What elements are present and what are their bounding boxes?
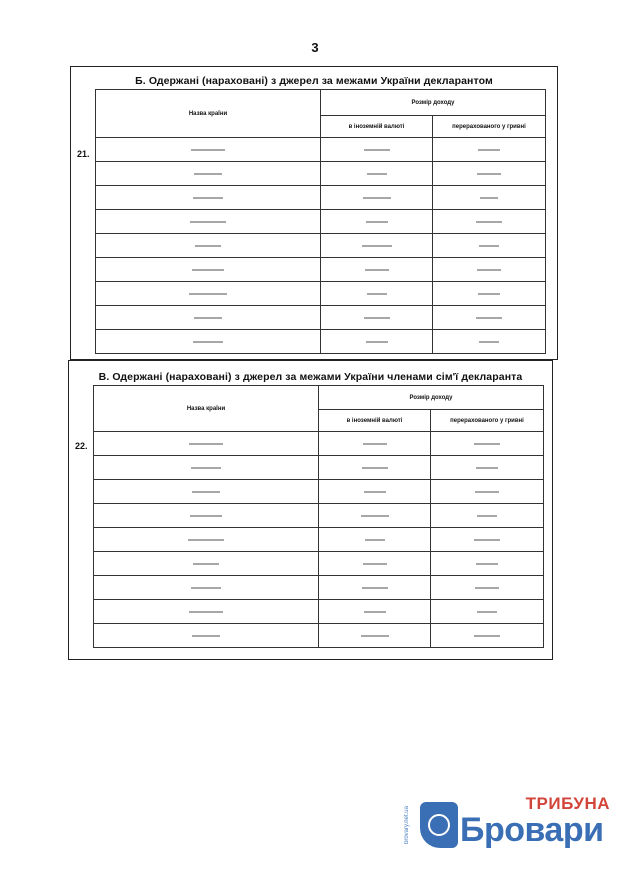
section-v-header-country: Назва країни (94, 386, 319, 432)
table-row (94, 456, 544, 480)
section-b-row-number: 21. (77, 149, 90, 159)
section-v-table (93, 385, 544, 648)
table-row (94, 624, 544, 648)
table-row (94, 432, 544, 456)
page-number: 3 (311, 40, 319, 55)
table-row (94, 576, 544, 600)
section-v-header-income: Розмір доходу (319, 386, 544, 410)
table-row (96, 306, 546, 330)
table-row (96, 138, 546, 162)
table-row (96, 282, 546, 306)
section-v-row-number: 22. (75, 441, 88, 451)
section-b-title: Б. Одержані (нараховані) з джерел за межами України декларантом (135, 75, 493, 87)
table-row (94, 480, 544, 504)
section-v-header-foreign: в іноземній валюті (319, 410, 431, 432)
section-b-table (95, 89, 546, 354)
table-row (96, 234, 546, 258)
section-v-header-uah: перерахованого у гривні (431, 410, 544, 432)
table-row (94, 504, 544, 528)
watermark-top-text: ТРИБУНА (525, 794, 610, 813)
section-b-header-country: Назва країни (96, 90, 321, 138)
table-row (96, 258, 546, 282)
table-row (96, 330, 546, 354)
section-b-header-foreign: в іноземній валюті (321, 116, 433, 138)
table-row (96, 210, 546, 234)
watermark-main-text: Бровари (460, 811, 604, 849)
table-row (96, 186, 546, 210)
table-row (94, 528, 544, 552)
logo-emblem-icon (420, 802, 458, 848)
section-v-title: В. Одержані (нараховані) з джерел за межами України членами сім'ї декларанта (98, 371, 523, 383)
table-row (96, 162, 546, 186)
watermark-logo (404, 794, 614, 852)
section-b-header-income: Розмір доходу (321, 90, 546, 116)
section-v-frame (68, 360, 553, 660)
section-b-frame (70, 66, 558, 360)
table-row (94, 552, 544, 576)
table-row (94, 600, 544, 624)
section-b-header-uah: перерахованого у гривні (433, 116, 546, 138)
watermark-side-text: brovary.net.ua (404, 806, 410, 844)
